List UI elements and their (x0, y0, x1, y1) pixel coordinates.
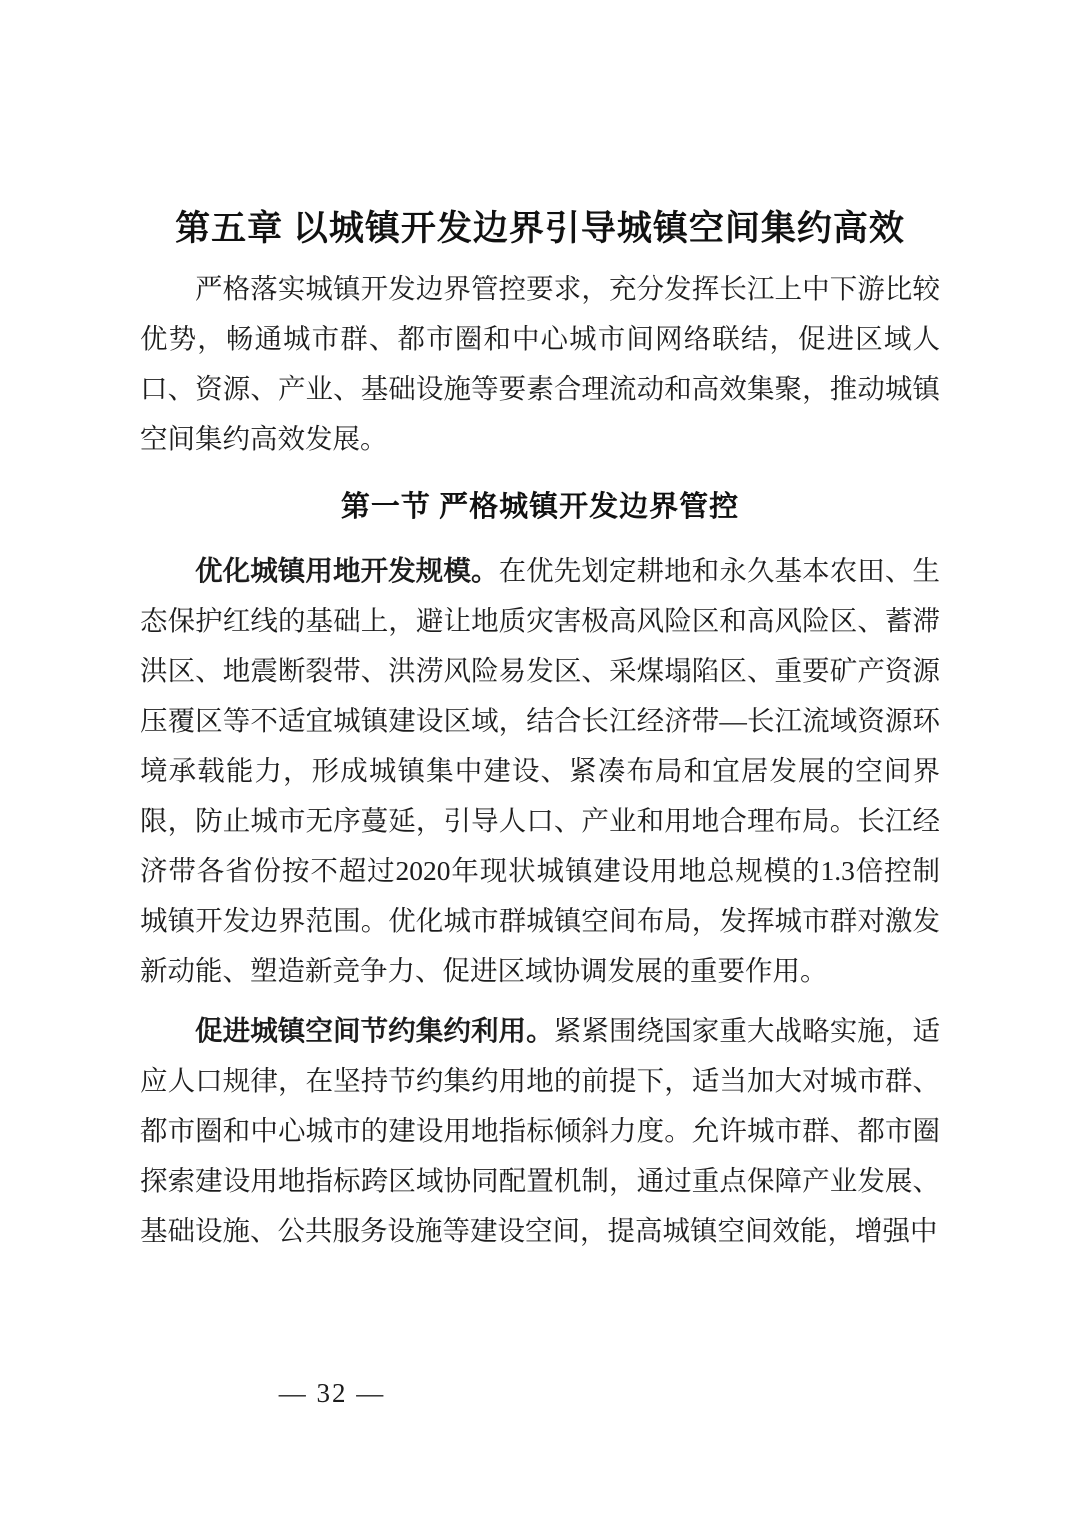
page-number (0, 1378, 1080, 1409)
paragraph-text-1: 在优先划定耕地和永久基本农田、生态保护红线的基础上，避让地质灾害极高风险区和高风险区、蓄滞洪区、地震断裂带、洪涝风险易发区、采煤塌陷区、重要矿产资源压覆区等不适宜城镇建设区域，结合长江经济带—长江流域资源环境承载能力，形成城镇集中建设、紧凑布局和宜居发展的空间界限，防止城市无序蔓延，引导人口、产业和用地合理布局。长江经济带各省份按不超过2020年现状城镇建设用地总规模的1.3倍控制城镇开发边界范围。优化城市群城镇空间布局，发挥城市群对激发新动能、塑造新竞争力、促进区域协调发展的重要作用。 (140, 554, 941, 986)
paragraph-text-2: 紧紧围绕国家重大战略实施，适应人口规律，在坚持节约集约用地的前提下，适当加大对城市群、都市圈和中心城市的建设用地指标倾斜力度。允许城市群、都市圈探索建设用地指标跨区域协同配置机制，通过重点保障产业发展、基础设施、公共服务设施等建设空间，提高城镇空间效能，增强中 (140, 1014, 940, 1246)
paragraph-optimize-scale (140, 536, 940, 996)
section-title: 第一节 严格城镇开发边界管控 (340, 491, 740, 524)
chapter-title: 第五章 以城镇开发边界引导城镇空间集约高效 (175, 209, 905, 248)
paragraph-lead-2: 促进城镇空间节约集约利用。 (195, 1014, 554, 1046)
page-number-text: — 32 — (278, 1378, 386, 1408)
paragraph-lead-1: 优化城镇用地开发规模。 (195, 554, 499, 586)
page-content (140, 0, 940, 1256)
paragraph-intensive-use (140, 996, 940, 1256)
intro-paragraph: 严格落实城镇开发边界管控要求，充分发挥长江上中下游比较优势，畅通城市群、都市圈和中心城市间网络联结，促进区域人口、资源、产业、基础设施等要素合理流动和高效集聚，推动城镇空间集约高效发展。 (140, 273, 940, 455)
